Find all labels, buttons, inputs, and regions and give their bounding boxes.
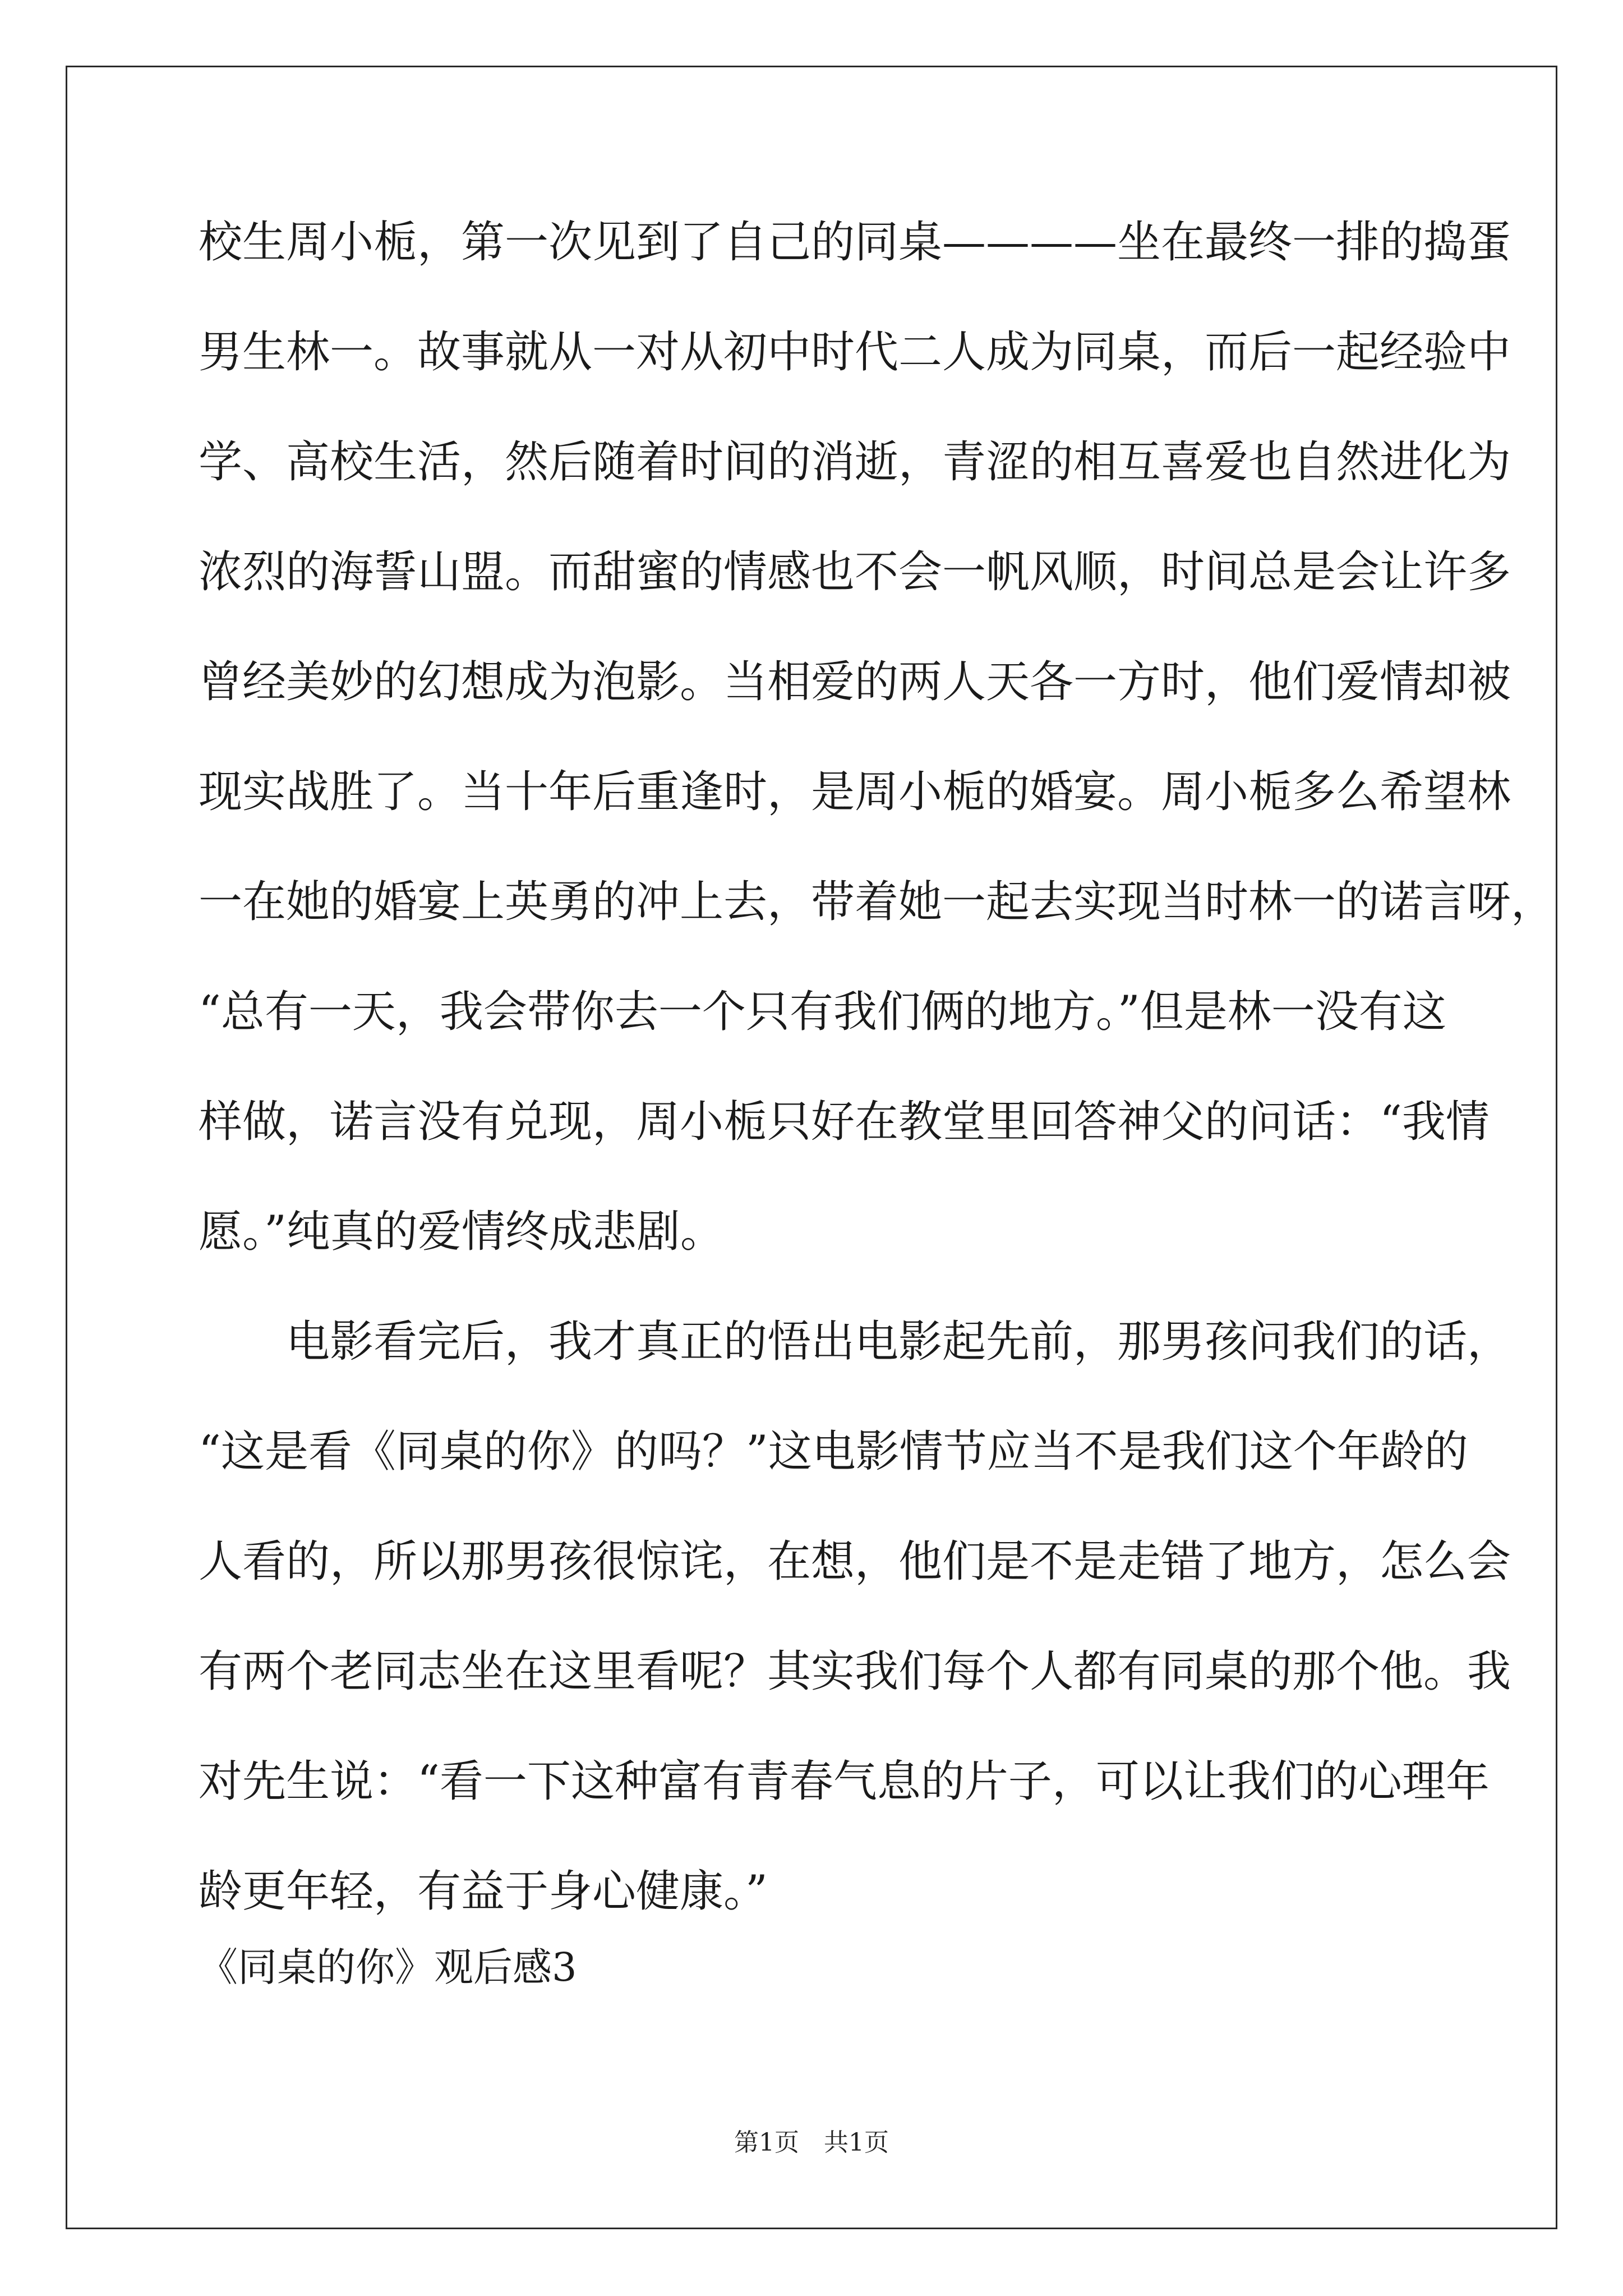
- paragraph-line: 学、高校生活，然后随着时间的消逝，青涩的相互喜爱也自然进化为: [199, 437, 1511, 487]
- paragraph-line: 愿。”纯真的爱情终成悲剧。: [199, 1207, 724, 1257]
- page-number-footer: 第1页 共1页: [734, 2128, 889, 2157]
- paragraph-line: 样做，诺言没有兑现，周小栀只好在教堂里回答神父的问话：“我情: [199, 1097, 1490, 1147]
- paragraph-line: 男生林一。故事就从一对从初中时代二人成为同桌，而后一起经验中: [199, 327, 1511, 378]
- section-heading: 《同桌的你》观后感3: [199, 1944, 577, 1990]
- paragraph-line: 龄更年轻，有益于身心健康。”: [199, 1866, 768, 1917]
- paragraph-line: 曾经美妙的幻想成为泡影。当相爱的两人天各一方时，他们爱情却被: [199, 657, 1511, 707]
- document-body: [199, 215, 1555, 1974]
- paragraph-line: 校生周小栀，第一次见到了自己的同桌————坐在最终一排的捣蛋: [199, 217, 1511, 268]
- paragraph-line: 现实战胜了。当十年后重逢时，是周小栀的婚宴。周小栀多么希望林: [199, 767, 1511, 817]
- paragraph-line: “这是看《同桌的你》的吗？”这电影情节应当不是我们这个年龄的: [199, 1427, 1468, 1477]
- paragraph-line: 对先生说：“看一下这种富有青春气息的片子，可以让我们的心理年: [199, 1756, 1490, 1807]
- paragraph-line: 有两个老同志坐在这里看呢？其实我们每个人都有同桌的那个他。我: [199, 1646, 1511, 1697]
- paragraph-line: 电影看完后，我才真正的悟出电影起先前，那男孩问我们的话，: [286, 1317, 1511, 1367]
- paragraph-line: 浓烈的海誓山盟。而甜蜜的情感也不会一帆风顺，时间总是会让许多: [199, 547, 1511, 597]
- paragraph-line: 人看的，所以那男孩很惊诧，在想，他们是不是走错了地方，怎么会: [199, 1536, 1511, 1587]
- paragraph-line: “总有一天，我会带你去一个只有我们俩的地方。”但是林一没有这: [199, 987, 1446, 1037]
- paragraph-line: 一在她的婚宴上英勇的冲上去，带着她一起去实现当时林一的诺言呀，: [199, 877, 1555, 927]
